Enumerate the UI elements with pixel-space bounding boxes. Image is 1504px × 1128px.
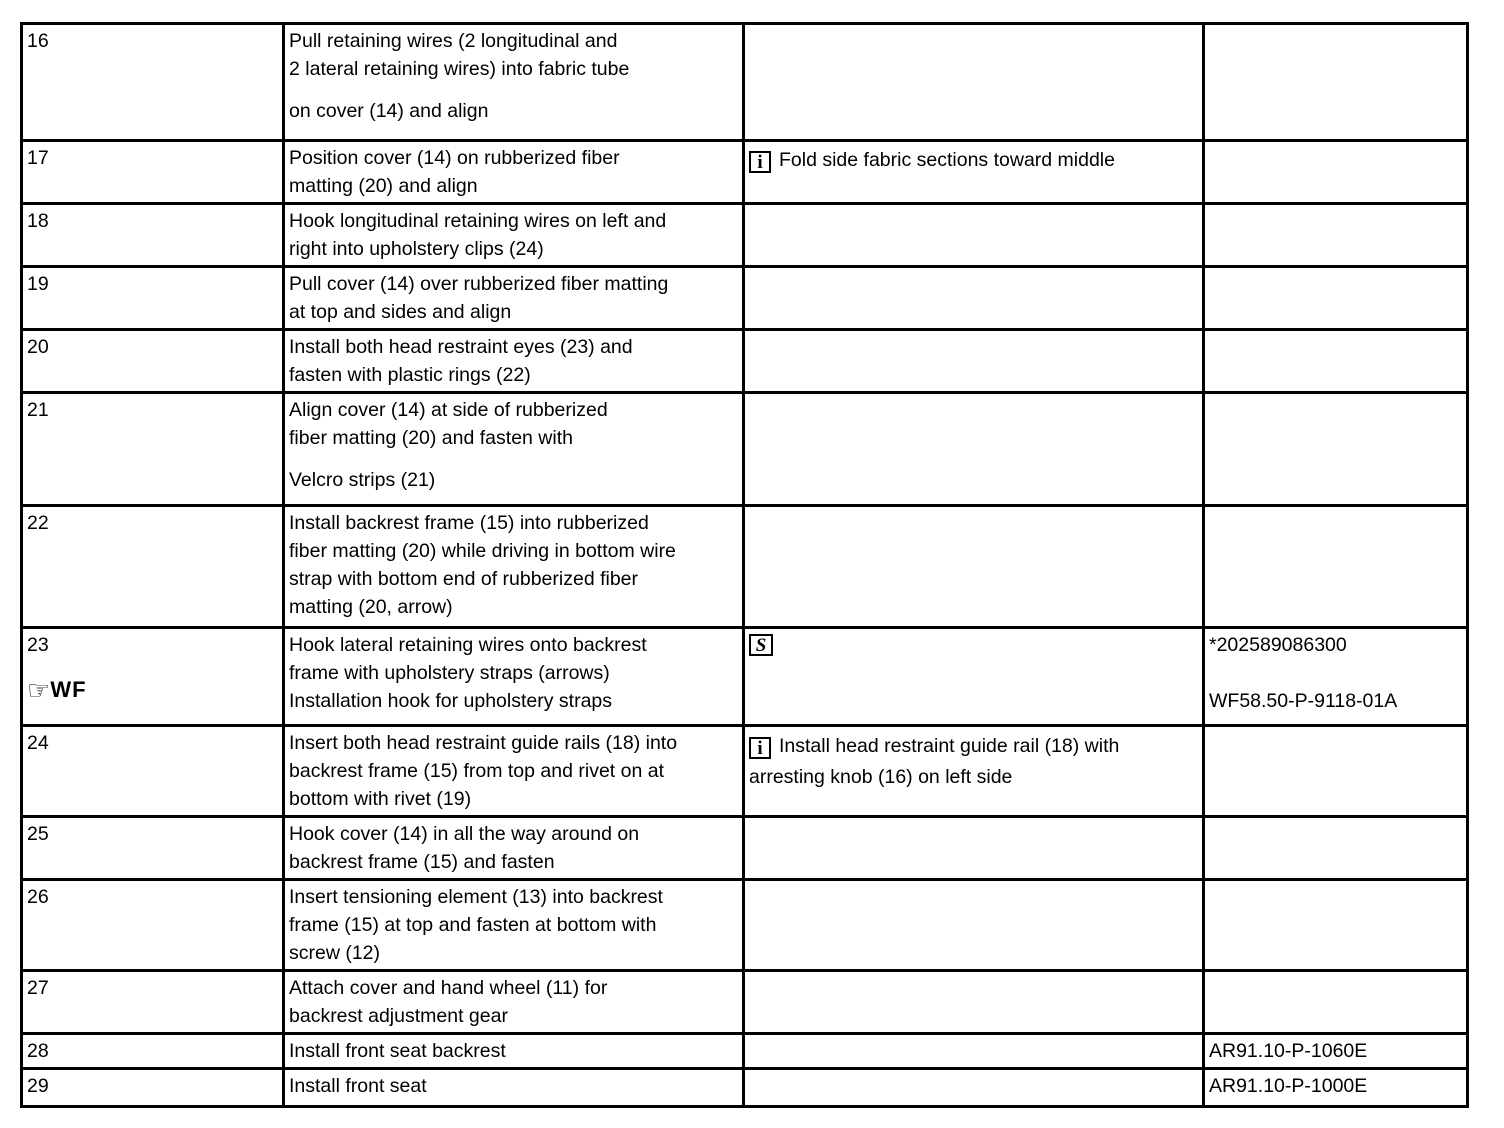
step-instruction xyxy=(284,628,744,726)
step-number: 29 xyxy=(22,1069,284,1107)
instruction-line: Hook longitudinal retaining wires on left and xyxy=(289,210,667,232)
instruction-line: backrest adjustment gear xyxy=(289,1005,508,1027)
note-cell xyxy=(744,628,1204,726)
note-cell xyxy=(744,1034,1204,1069)
instruction-line: 2 lateral retaining wires) into fabric tube xyxy=(289,58,630,80)
table-row xyxy=(22,971,1468,1034)
table-row xyxy=(22,1034,1468,1069)
step-number-text: 23 xyxy=(27,634,49,656)
instruction-line: backrest frame (15) from top and rivet on at xyxy=(289,760,664,782)
step-instruction xyxy=(284,204,744,267)
reference-cell xyxy=(1204,971,1468,1034)
note-cell xyxy=(744,726,1204,817)
step-instruction xyxy=(284,726,744,817)
step-number: 17 xyxy=(22,141,284,204)
step-number: 18 xyxy=(22,204,284,267)
step-number: 26 xyxy=(22,880,284,971)
instruction-line: matting (20) and align xyxy=(289,175,478,197)
table-row xyxy=(22,1069,1468,1107)
instruction-line: fiber matting (20) and fasten with xyxy=(289,427,573,449)
step-instruction xyxy=(284,141,744,204)
step-instruction xyxy=(284,880,744,971)
reference-cell xyxy=(1204,817,1468,880)
note-cell xyxy=(744,880,1204,971)
reference-cell xyxy=(1204,141,1468,204)
instruction-line: screw (12) xyxy=(289,942,381,964)
step-instruction xyxy=(284,506,744,628)
table-row xyxy=(22,726,1468,817)
instruction-line: fiber matting (20) while driving in bottom wire xyxy=(289,540,676,562)
table-row xyxy=(22,204,1468,267)
table-row xyxy=(22,628,1468,726)
step-number: 28 xyxy=(22,1034,284,1069)
pointing-hand-icon: ☞ xyxy=(27,674,51,705)
table-row xyxy=(22,880,1468,971)
step-number: 22 xyxy=(22,506,284,628)
note-cell xyxy=(744,393,1204,506)
reference-cell xyxy=(1204,267,1468,330)
instruction-line: Hook lateral retaining wires onto backrest xyxy=(289,634,647,656)
note-text: arresting knob (16) on left side xyxy=(749,766,1013,788)
note-cell xyxy=(744,1069,1204,1107)
instruction-line: right into upholstery clips (24) xyxy=(289,238,544,260)
reference-cell xyxy=(1204,24,1468,141)
instruction-line: Align cover (14) at side of rubberized xyxy=(289,399,608,421)
tool-number: *202589086300 xyxy=(1209,634,1347,656)
step-instruction xyxy=(284,971,744,1034)
table-row xyxy=(22,393,1468,506)
step-instruction xyxy=(284,393,744,506)
table-row xyxy=(22,24,1468,141)
note-cell xyxy=(744,971,1204,1034)
table-row xyxy=(22,141,1468,204)
instruction-line: Hook cover (14) in all the way around on xyxy=(289,823,640,845)
instruction-line: Pull retaining wires (2 longitudinal and xyxy=(289,30,618,52)
info-icon: i xyxy=(749,737,771,759)
step-instruction xyxy=(284,330,744,393)
note-cell xyxy=(744,267,1204,330)
step-number: 27 xyxy=(22,971,284,1034)
step-instruction: Install front seat backrest xyxy=(284,1034,744,1069)
instruction-line: matting (20, arrow) xyxy=(289,596,453,618)
step-number: 21 xyxy=(22,393,284,506)
step-instruction xyxy=(284,24,744,141)
instruction-line: fasten with plastic rings (22) xyxy=(289,364,531,386)
instruction-line: bottom with rivet (19) xyxy=(289,788,472,810)
note-cell xyxy=(744,506,1204,628)
instruction-line: Insert tensioning element (13) into backrest xyxy=(289,886,663,908)
instruction-line: Insert both head restraint guide rails (18) into xyxy=(289,732,678,754)
instruction-line: Attach cover and hand wheel (11) for xyxy=(289,977,608,999)
instruction-line: Install both head restraint eyes (23) and xyxy=(289,336,633,358)
instruction-line: backrest frame (15) and fasten xyxy=(289,851,555,873)
instruction-line: on cover (14) and align xyxy=(289,100,489,122)
instruction-line: Install backrest frame (15) into rubberized xyxy=(289,512,649,534)
note-cell xyxy=(744,24,1204,141)
procedure-table xyxy=(20,22,1469,1108)
instruction-line: frame with upholstery straps (arrows) xyxy=(289,662,610,684)
special-tool-icon: S xyxy=(749,634,773,656)
instruction-line: Velcro strips (21) xyxy=(289,469,436,491)
reference-cell xyxy=(1204,506,1468,628)
reference-cell: AR91.10-P-1060E xyxy=(1204,1034,1468,1069)
instruction-line: frame (15) at top and fasten at bottom with xyxy=(289,914,657,936)
instruction-line: at top and sides and align xyxy=(289,301,512,323)
note-cell xyxy=(744,330,1204,393)
step-instruction xyxy=(284,817,744,880)
table-row xyxy=(22,267,1468,330)
note-cell xyxy=(744,817,1204,880)
note-text: Fold side fabric sections toward middle xyxy=(779,149,1115,171)
info-icon: i xyxy=(749,151,771,173)
table-row xyxy=(22,506,1468,628)
reference-cell xyxy=(1204,628,1468,726)
table-row xyxy=(22,817,1468,880)
step-number: 16 xyxy=(22,24,284,141)
instruction-line: Installation hook for upholstery straps xyxy=(289,690,613,712)
step-number xyxy=(22,628,284,726)
instruction-line: Pull cover (14) over rubberized fiber matting xyxy=(289,273,669,295)
step-number: 24 xyxy=(22,726,284,817)
note-cell xyxy=(744,204,1204,267)
step-number: 20 xyxy=(22,330,284,393)
instruction-line: strap with bottom end of rubberized fiber xyxy=(289,568,639,590)
work-form-reference: WF58.50-P-9118-01A xyxy=(1209,690,1398,712)
reference-cell xyxy=(1204,204,1468,267)
table-row xyxy=(22,330,1468,393)
instruction-line: Position cover (14) on rubberized fiber xyxy=(289,147,620,169)
note-cell xyxy=(744,141,1204,204)
work-form-marker xyxy=(27,675,279,704)
reference-cell xyxy=(1204,330,1468,393)
reference-cell xyxy=(1204,726,1468,817)
wf-label: WF xyxy=(50,676,87,702)
step-number: 25 xyxy=(22,817,284,880)
step-instruction: Install front seat xyxy=(284,1069,744,1107)
note-text: Install head restraint guide rail (18) with xyxy=(779,735,1120,757)
step-instruction xyxy=(284,267,744,330)
reference-cell xyxy=(1204,393,1468,506)
step-number: 19 xyxy=(22,267,284,330)
reference-cell xyxy=(1204,880,1468,971)
reference-cell: AR91.10-P-1000E xyxy=(1204,1069,1468,1107)
